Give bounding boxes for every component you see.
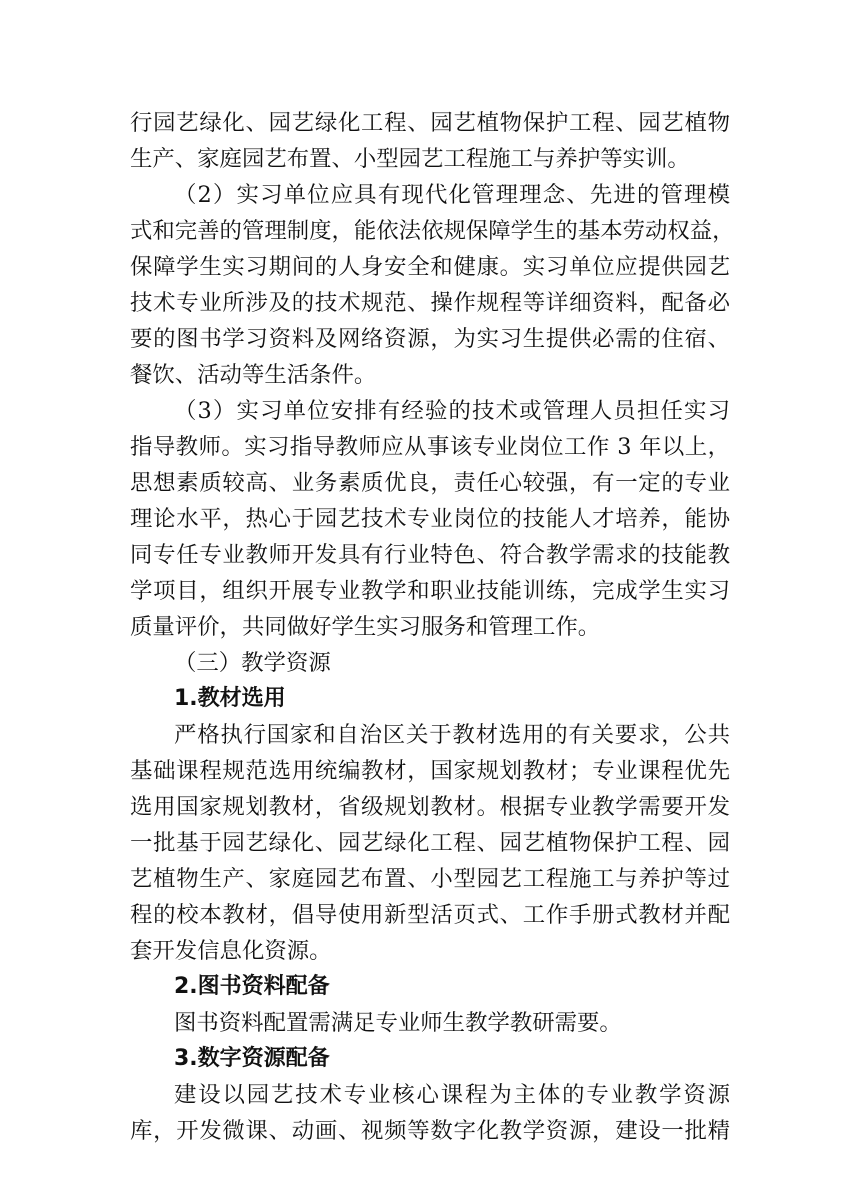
section-heading: （三）教学资源 <box>174 650 331 676</box>
paragraph-line: 理论水平，热心于园艺技术专业岗位的技能人才培养，能协 <box>130 506 730 532</box>
paragraph-line: 生产、家庭园艺布置、小型园艺工程施工与养护等实训。 <box>130 146 690 172</box>
paragraph-line: （3）实习单位安排有经验的技术或管理人员担任实习 <box>174 398 730 424</box>
subsection-heading: 1.教材选用 <box>174 686 286 711</box>
paragraph-line: 技术专业所涉及的技术规范、操作规程等详细资料，配备必 <box>130 290 730 316</box>
paragraph-line: 套开发信息化资源。 <box>130 938 332 964</box>
paragraph-line: 严格执行国家和自治区关于教材选用的有关要求，公共 <box>174 722 730 748</box>
paragraph-line: 程的校本教材，倡导使用新型活页式、工作手册式教材并配 <box>130 902 730 928</box>
paragraph-line: 一批基于园艺绿化、园艺绿化工程、园艺植物保护工程、园 <box>130 830 730 856</box>
paragraph-line: 式和完善的管理制度，能依法依规保障学生的基本劳动权益， <box>130 218 735 244</box>
paragraph-line: 学项目，组织开展专业教学和职业技能训练，完成学生实习 <box>130 578 730 604</box>
paragraph-line: 思想素质较高、业务素质优良，责任心较强，有一定的专业 <box>130 470 730 496</box>
paragraph-line: 行园艺绿化、园艺绿化工程、园艺植物保护工程、园艺植物 <box>130 110 730 136</box>
paragraph-line: 餐饮、活动等生活条件。 <box>130 362 377 388</box>
paragraph-line: 建设以园艺技术专业核心课程为主体的专业教学资源 <box>174 1082 730 1108</box>
paragraph-line: 同专任专业教师开发具有行业特色、符合教学需求的技能教 <box>130 542 730 568</box>
paragraph-line: 指导教师。实习指导教师应从事该专业岗位工作 3 年以上， <box>130 434 730 460</box>
paragraph-line: （2）实习单位应具有现代化管理理念、先进的管理模 <box>174 182 730 208</box>
subsection-heading: 3.数字资源配备 <box>174 1046 330 1071</box>
paragraph-line: 选用国家规划教材，省级规划教材。根据专业教学需要开发 <box>130 794 730 820</box>
paragraph-line: 保障学生实习期间的人身安全和健康。实习单位应提供园艺 <box>130 254 730 280</box>
paragraph-line: 质量评价，共同做好学生实习服务和管理工作。 <box>130 614 601 640</box>
paragraph-line: 基础课程规范选用统编教材，国家规划教材；专业课程优先 <box>130 758 730 784</box>
paragraph-line: 图书资料配置需满足专业师生教学教研需要。 <box>174 1010 622 1036</box>
paragraph-line: 艺植物生产、家庭园艺布置、小型园艺工程施工与养护等过 <box>130 866 730 892</box>
paragraph-line: 库，开发微课、动画、视频等数字化教学资源，建设一批精 <box>130 1118 730 1144</box>
subsection-heading: 2.图书资料配备 <box>174 974 330 999</box>
paragraph-line: 要的图书学习资料及网络资源，为实习生提供必需的住宿、 <box>130 326 730 352</box>
